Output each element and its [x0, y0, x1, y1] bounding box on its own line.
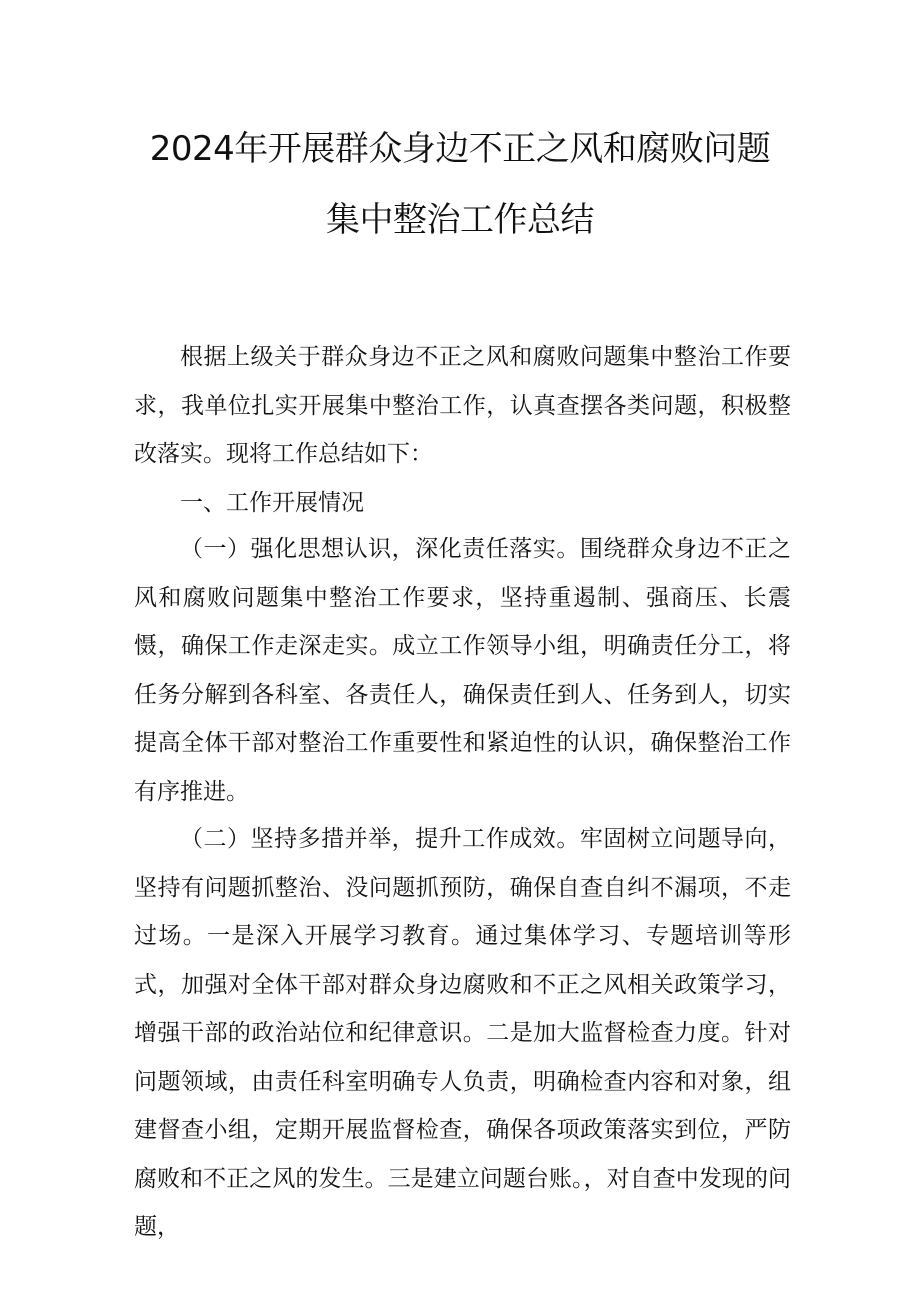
intro-paragraph: 根据上级关于群众身边不正之风和腐败问题集中整治工作要求，我单位扎实开展集中整治工作，认真查摆各类问题，积极整改落实。现将工作总结如下： [134, 344, 791, 467]
document-title-line-2: 集中整治工作总结 [326, 200, 594, 240]
document-title-line-1: 2024年开展群众身边不正之风和腐败问题 [149, 129, 771, 169]
paragraph-item-two: （二）坚持多措并举，提升工作成效。牢固树立问题导向，坚持有问题抓整治、没问题抓预防，确保自查自纠不漏项，不走过场。一是深入开展学习教育。通过集体学习、专题培训等形式，加强对全体干部对群众身边腐败和不正之风相关政策学习，增强干部的政治站位和纪律意识。二是加大监督检查力度。针对问题领域，由责任科室明确专人负责，明确检查内容和对象，组建督查小组，定期开展监督检查，确保各项政策落实到位，严防腐败和不正之风的发生。三是建立问题台账。，对自查中发现的问题， [134, 826, 791, 1240]
paragraph-item-one: （一）强化思想认识，深化责任落实。围绕群众身边不正之风和腐败问题集中整治工作要求，坚持重遏制、强商压、长震慑，确保工作走深走实。成立工作领导小组，明确责任分工，将任务分解到各科室、各责任人，确保责任到人、任务到人，切实提高全体干部对整治工作重要性和紧迫性的认识，确保整治工作有序推进。 [134, 536, 791, 805]
section-heading: 一、工作开展情况 [180, 490, 364, 516]
